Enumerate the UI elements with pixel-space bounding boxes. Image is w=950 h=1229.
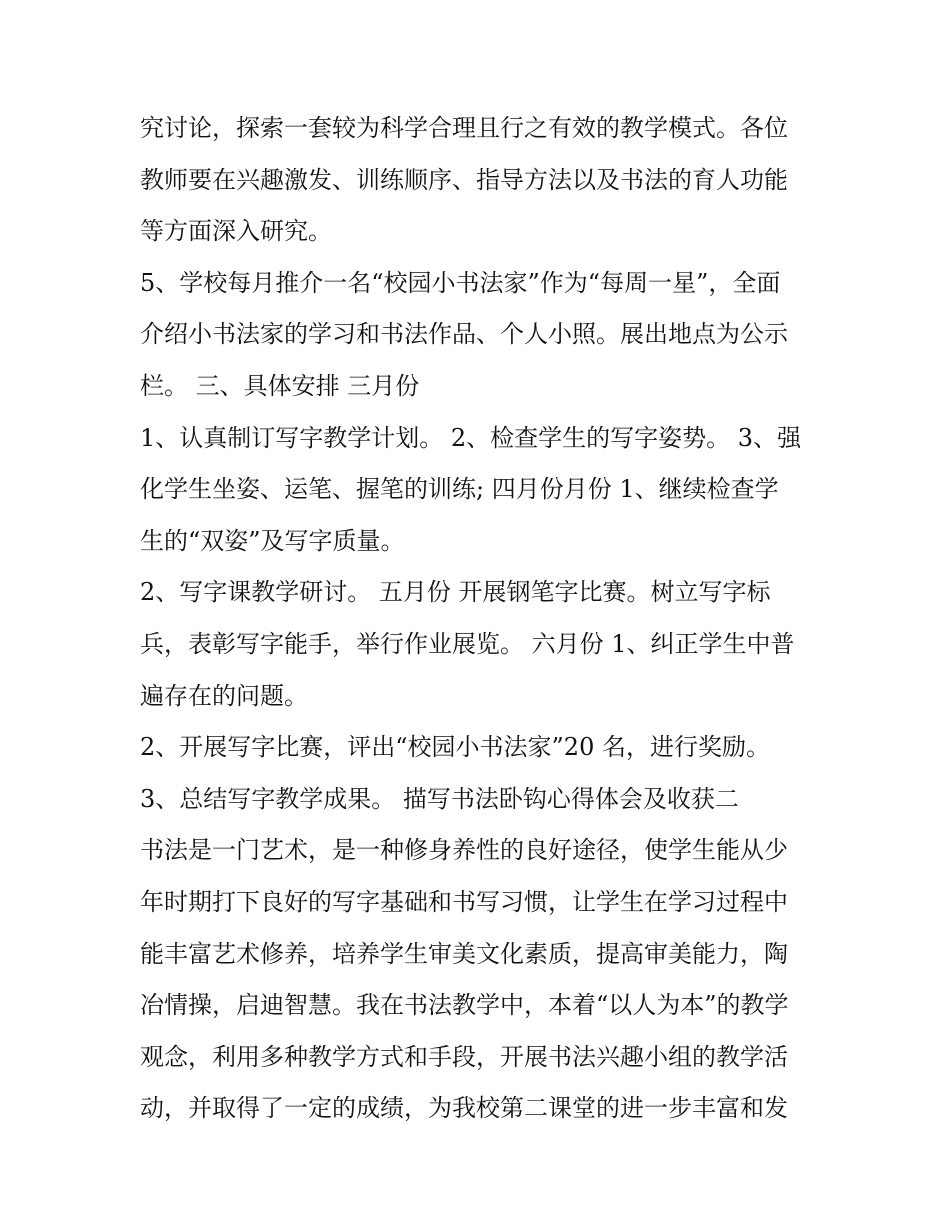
text-line: 究讨论，探索一套较为科学合理且行之有效的教学模式。各位 xyxy=(140,114,788,142)
text-line: 化学生坐姿、运笔、握笔的训练; 四月份月份 1、继续检查学 xyxy=(140,475,779,504)
text-line: 2、写字课教学研讨。 五月份 开展钢笔字比赛。树立写字标 xyxy=(140,578,771,607)
text-line: 观念，利用多种教学方式和手段，开展书法兴趣小组的教学活 xyxy=(140,1042,788,1071)
text-line: 栏。 三、具体安排 三月份 xyxy=(140,371,420,400)
text-line: 3、总结写字教学成果。 描写书法卧钩心得体会及收获二 xyxy=(140,784,739,813)
text-line: 介绍小书法家的学习和书法作品、个人小照。展出地点为公示 xyxy=(140,320,788,349)
text-line: 2、开展写字比赛，评出“校园小书法家”20 名，进行奖励。 xyxy=(140,733,770,762)
text-line: 冶情操，启迪智慧。我在书法教学中，本着“以人为本”的教学 xyxy=(140,991,789,1020)
text-line: 书法是一门艺术，是一种修身养性的良好途径，使学生能从少 xyxy=(140,836,788,865)
text-line: 教师要在兴趣激发、训练顺序、指导方法以及书法的育人功能 xyxy=(140,165,788,194)
text-line: 等方面深入研究。 xyxy=(140,217,332,246)
text-line: 遍存在的问题。 xyxy=(140,681,308,710)
text-line: 兵，表彰写字能手，举行作业展览。 六月份 1、纠正学生中普 xyxy=(140,629,795,658)
document-body xyxy=(140,103,820,1135)
text-line: 5、学校每月推介一名“校园小书法家”作为“每周一星”，全面 xyxy=(140,268,781,297)
text-line: 动，并取得了一定的成绩，为我校第二课堂的进一步丰富和发 xyxy=(140,1094,788,1123)
text-line: 生的“双姿”及写字质量。 xyxy=(140,526,405,555)
text-line: 1、认真制订写字教学计划。 2、检查学生的写字姿势。 3、强 xyxy=(140,423,802,452)
text-line: 年时期打下良好的写字基础和书写习惯，让学生在学习过程中 xyxy=(140,887,788,916)
text-line: 能丰富艺术修养，培养学生审美文化素质，提高审美能力，陶 xyxy=(140,939,788,968)
